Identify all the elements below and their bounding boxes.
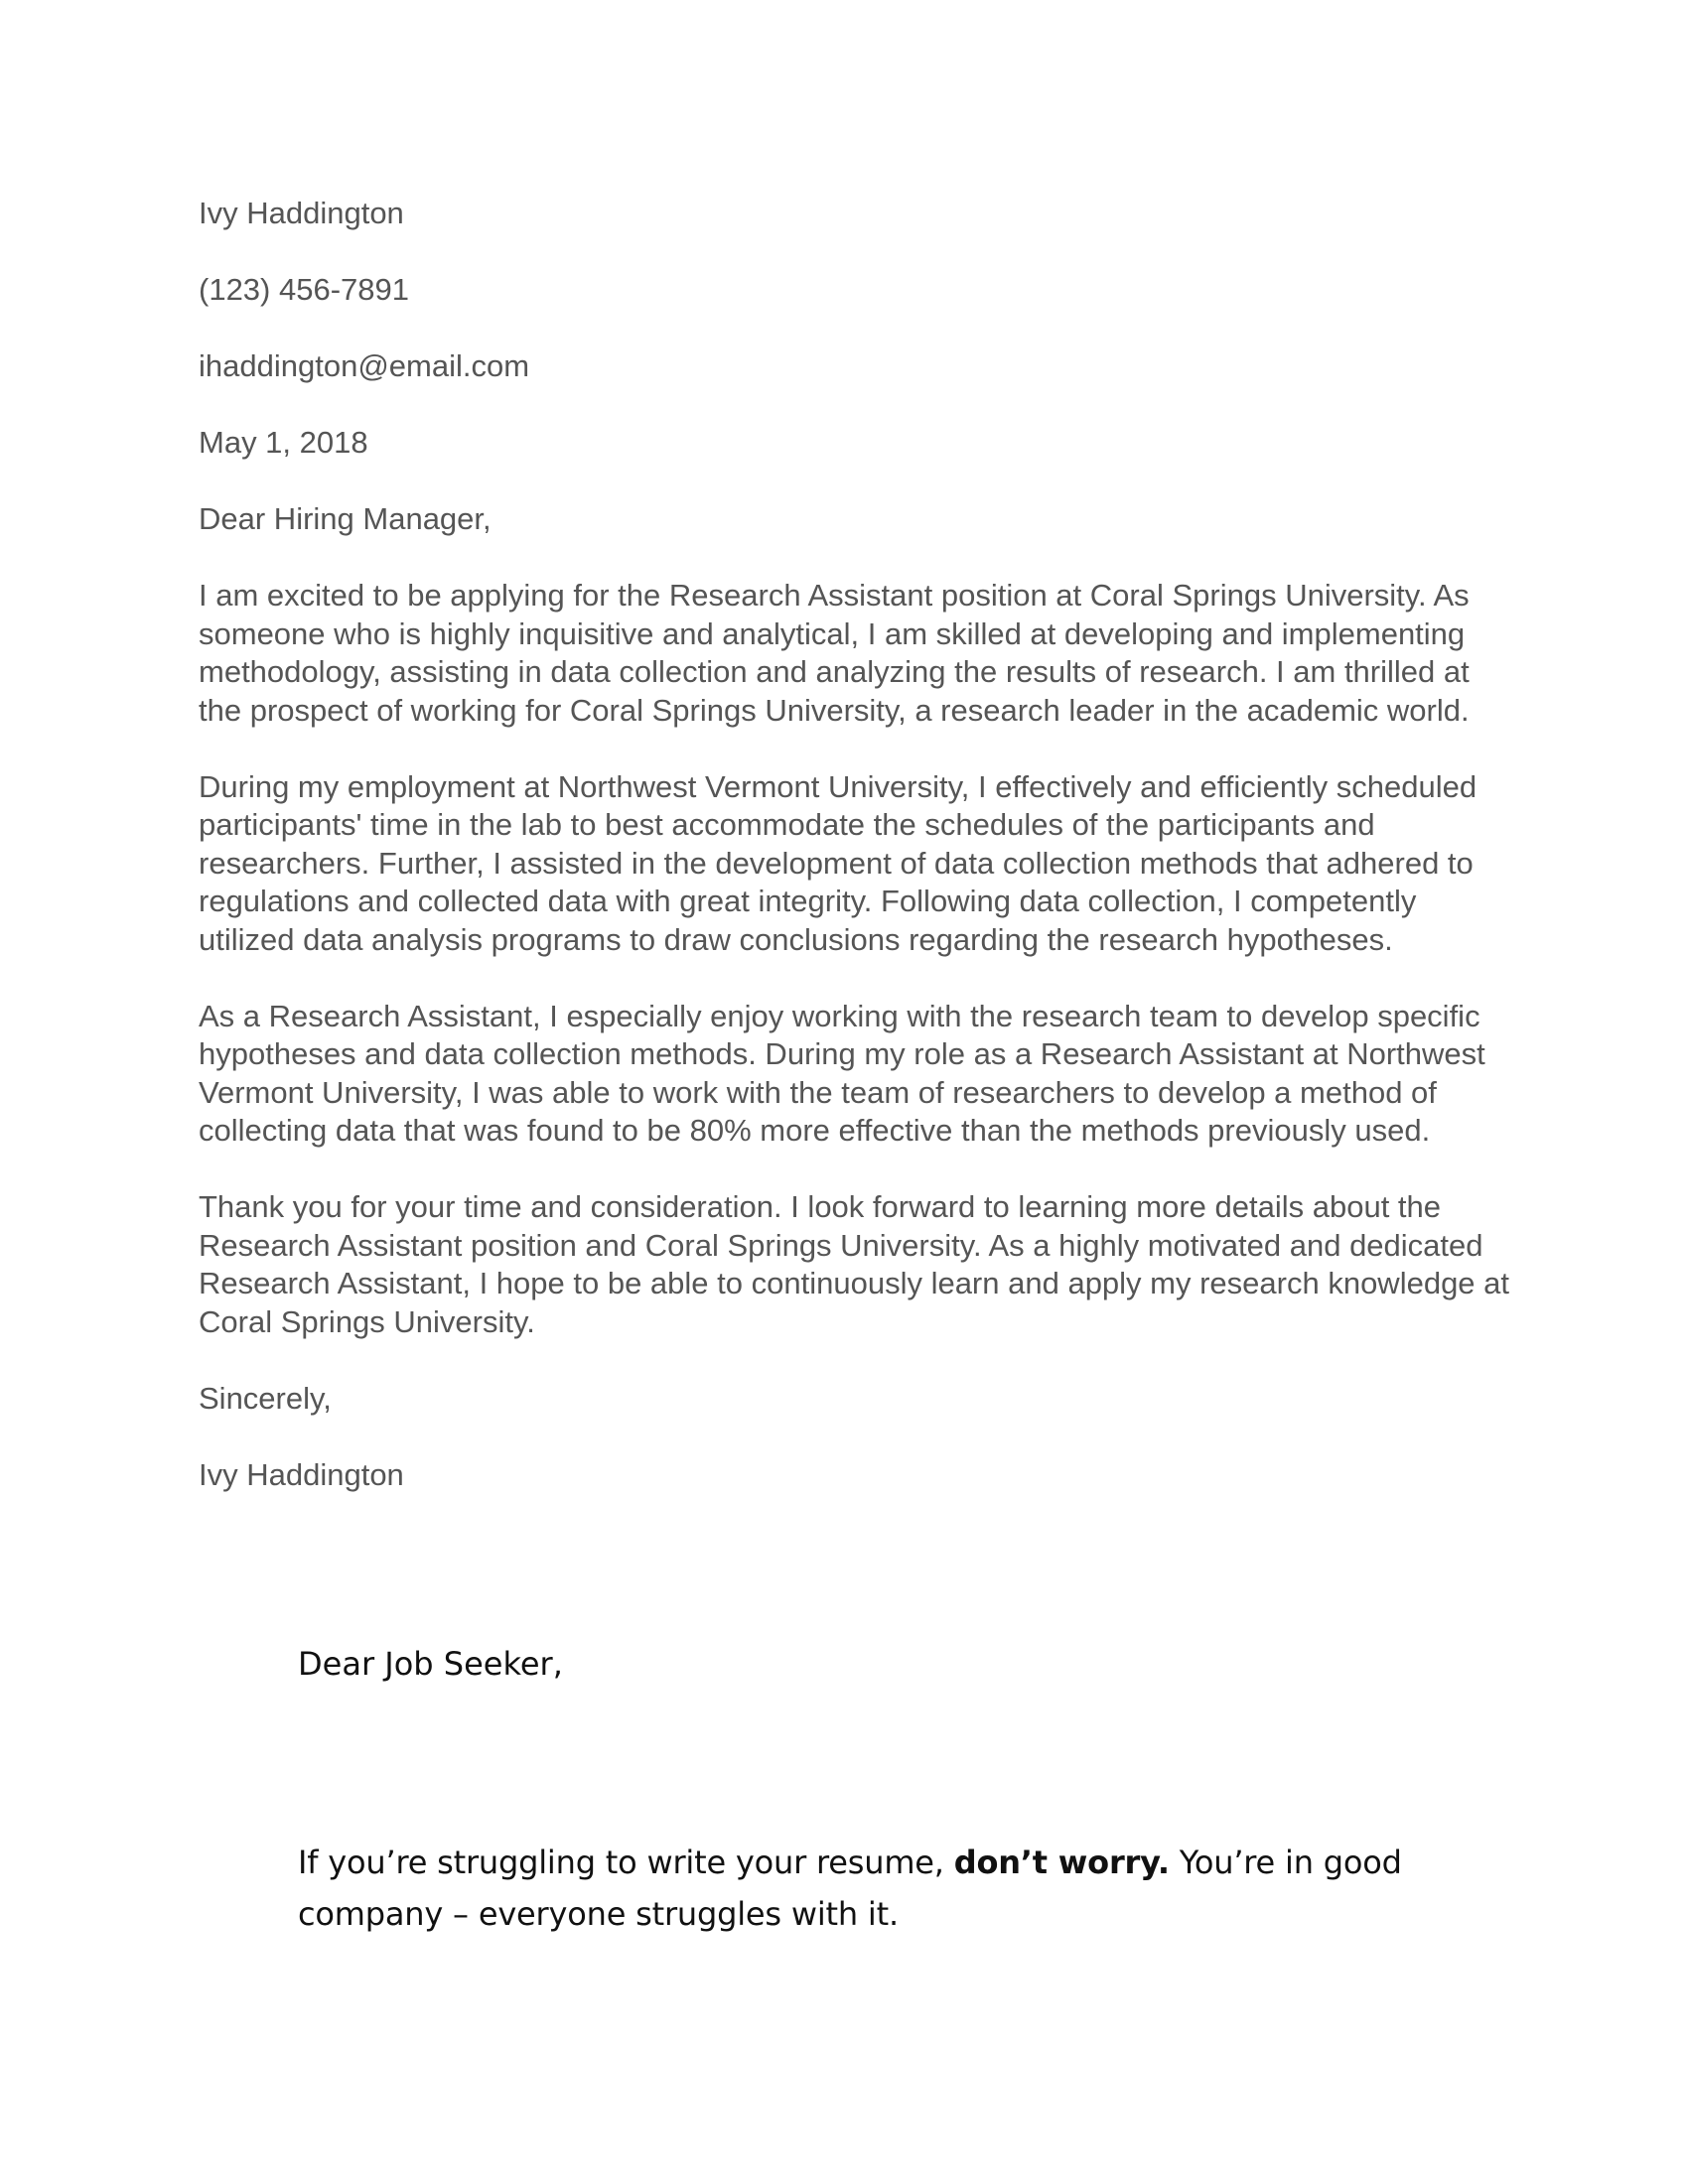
note-body-emphasis: don’t worry. <box>953 1843 1170 1881</box>
body-paragraph-2: During my employment at Northwest Vermont University, I effectively and efficiently scheduled participants' time in the lab to best accommodate the schedules of the participants and researchers. Further, I assisted in the development of data collection methods that adhered to regulations and collected data with great integrity. Following data collection, I competently utilized data analysis programs to draw conclusions regarding the research hypotheses. <box>199 768 1477 957</box>
sender-phone: (123) 456-7891 <box>199 272 409 307</box>
job-seeker-note <box>298 1640 1489 1940</box>
cover-letter <box>199 195 1519 1494</box>
sender-name: Ivy Haddington <box>199 196 404 230</box>
note-body <box>298 1837 1489 1940</box>
body-paragraph-3: As a Research Assistant, I especially enjoy working with the research team to develop specific hypotheses and data collection methods. During my role as a Research Assistant at Northwest Vermont University, I was able to work with the team of researchers to develop a method of collecting data that was found to be 80% more effective than the methods previously used. <box>199 998 1485 1148</box>
note-body-end: You’re in good company – everyone struggles with it. <box>298 1843 1402 1933</box>
body-paragraph-4: Thank you for your time and consideration. I look forward to learning more details about the Research Assistant position and Coral Springs University. As a highly motivated and dedicated Research Assistant, I hope to be able to continuously learn and apply my research knowledge at Coral Springs University. <box>199 1189 1510 1339</box>
signature: Ivy Haddington <box>199 1456 404 1492</box>
note-body-start: If you’re struggling to write your resume, <box>298 1843 954 1881</box>
note-greeting: Dear Job Seeker, <box>298 1645 563 1683</box>
salutation: Dear Hiring Manager, <box>199 501 492 536</box>
letter-date: May 1, 2018 <box>199 425 368 460</box>
body-paragraph-1: I am excited to be applying for the Research Assistant position at Coral Springs University. As someone who is highly inquisitive and analytical, I am skilled at developing and implementing methodology, assisting in data collection and analyzing the results of research. I am thrilled at the prospect of working for Coral Springs University, a research leader in the academic world. <box>199 578 1470 728</box>
closing: Sincerely, <box>199 1380 332 1416</box>
sender-email: ihaddington@email.com <box>199 348 530 383</box>
